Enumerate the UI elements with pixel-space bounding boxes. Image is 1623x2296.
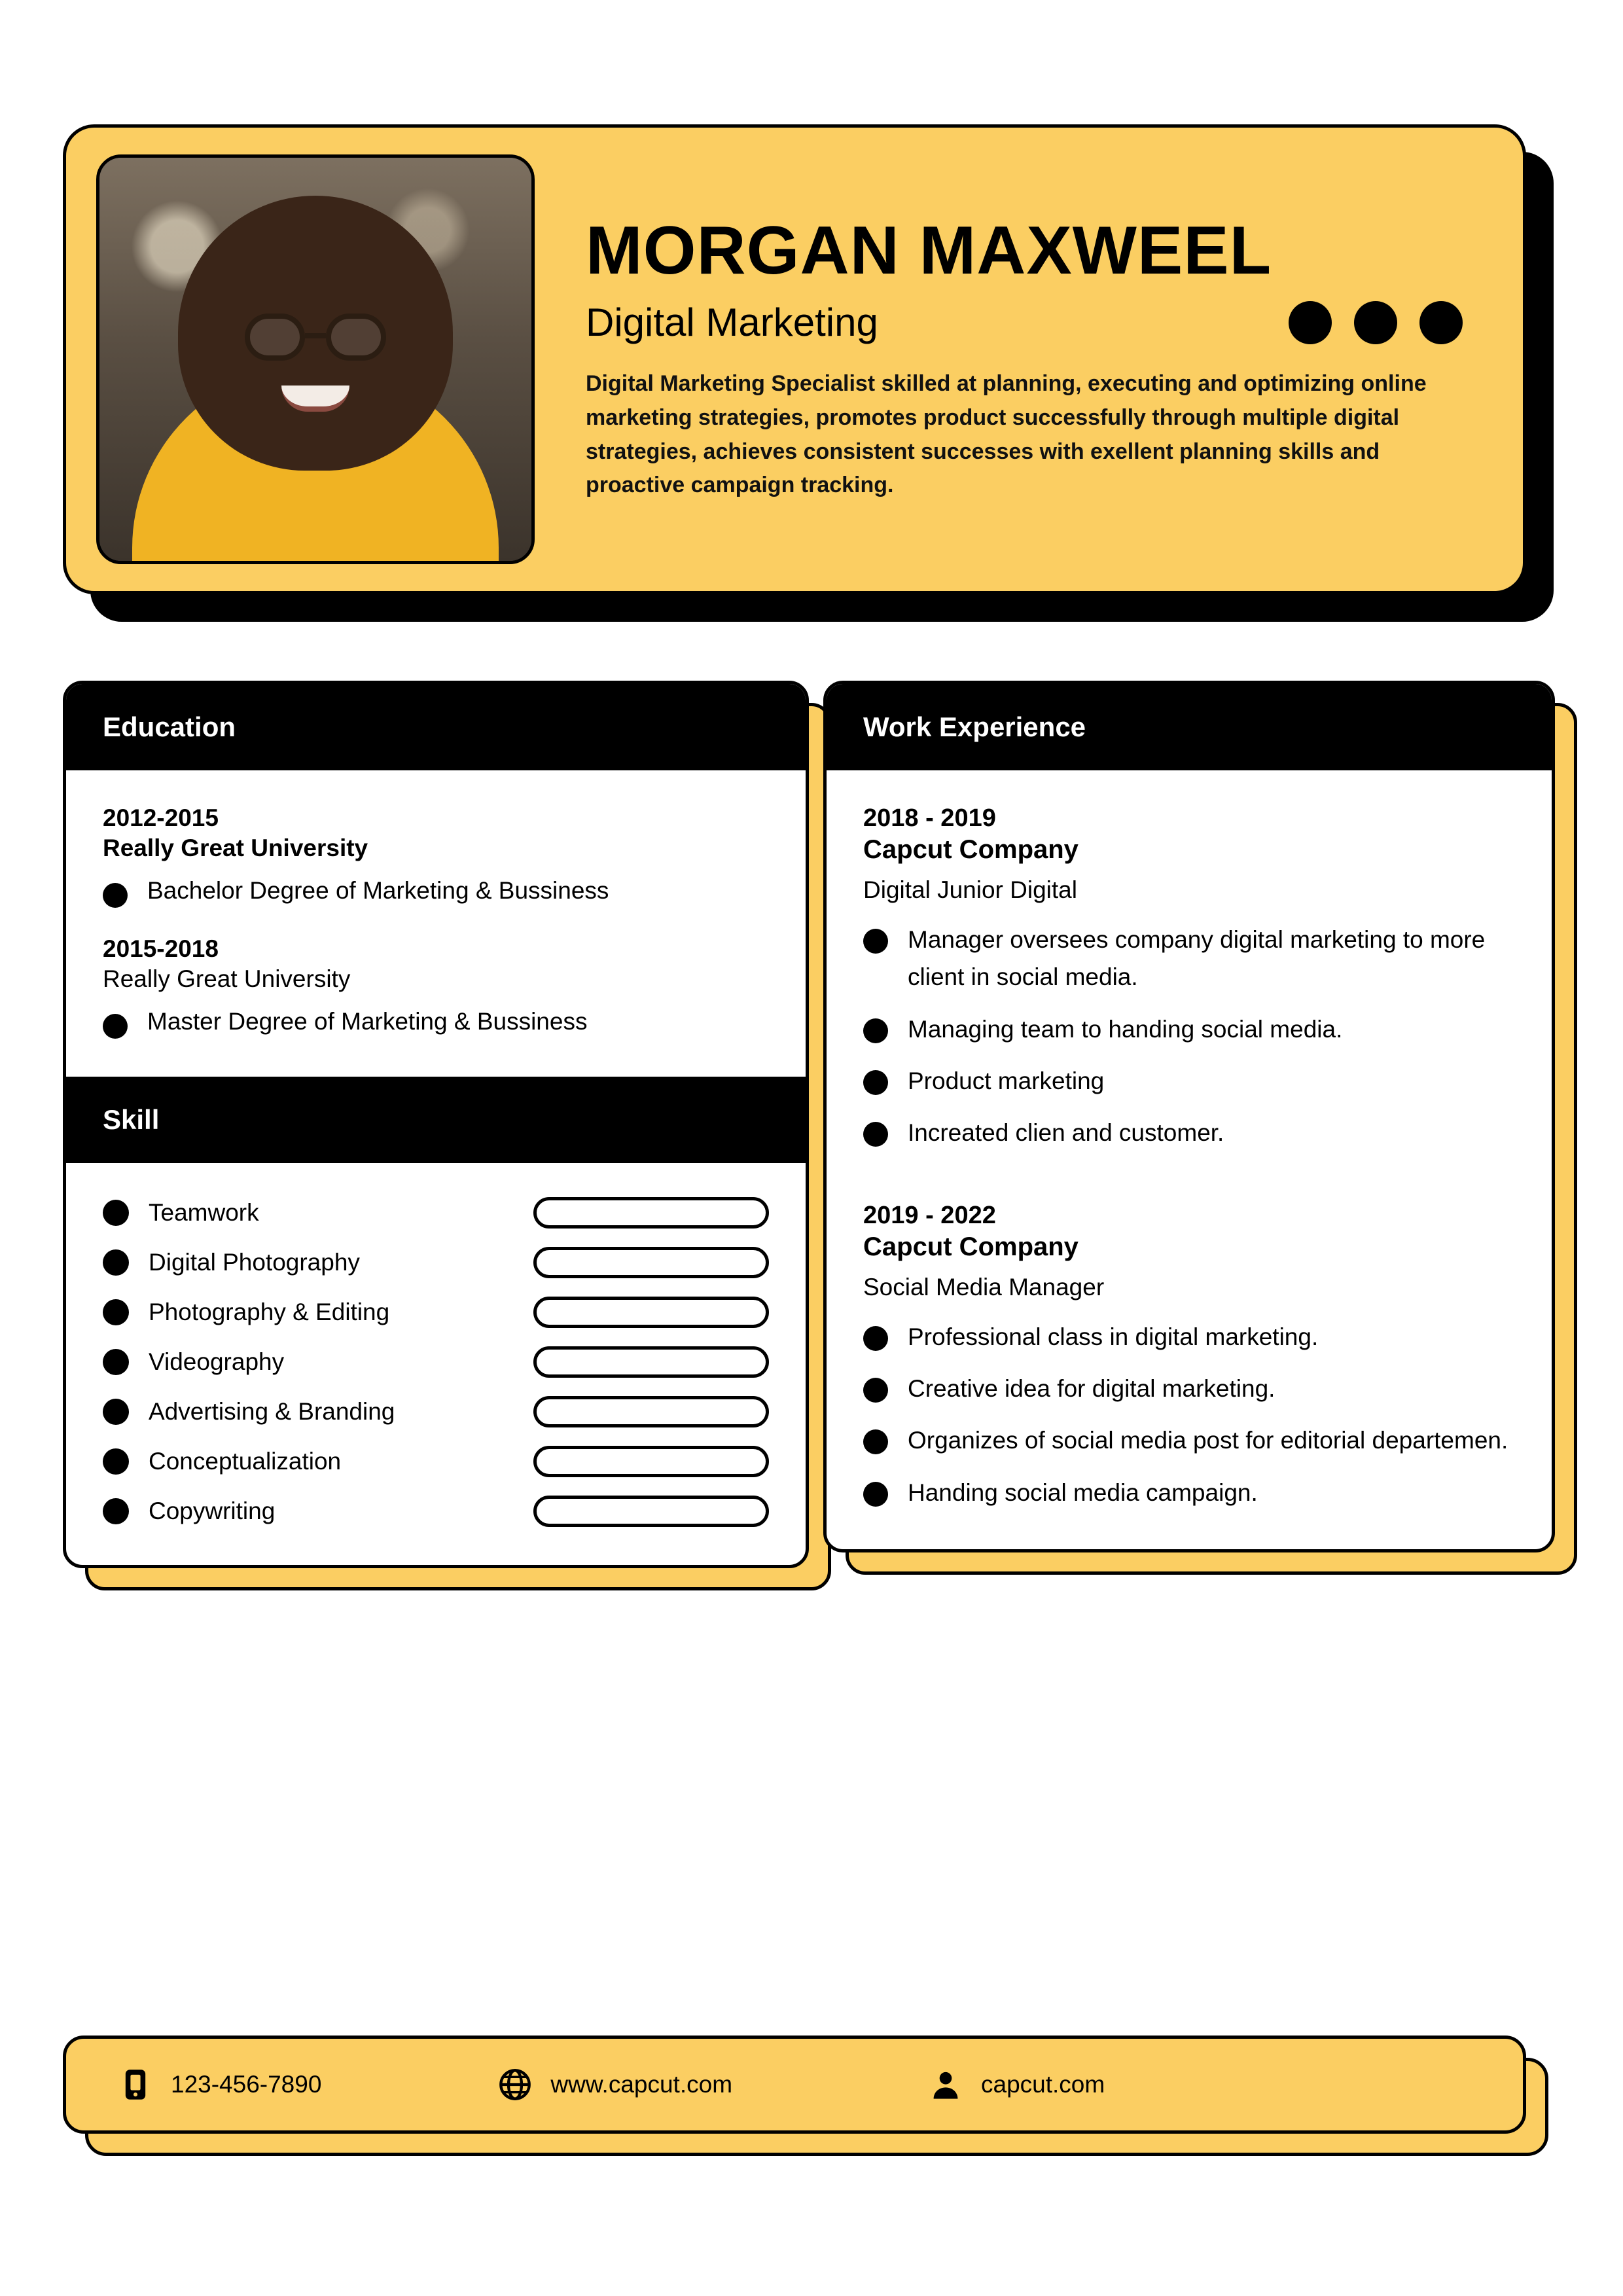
phone-icon: [118, 2068, 152, 2102]
job-company: Capcut Company: [863, 835, 1079, 864]
job-role: Digital Marketing: [586, 300, 878, 345]
bullet-icon: [103, 883, 128, 908]
footer-card: [63, 2036, 1526, 2134]
contact-phone[interactable]: [118, 2068, 321, 2102]
skill-bar: [533, 1396, 769, 1427]
job-position: Social Media Manager: [863, 1273, 1105, 1300]
skill-bar: [533, 1197, 769, 1229]
bullet-icon: [103, 1448, 129, 1475]
skill-row: [103, 1297, 769, 1328]
dot-icon: [1354, 301, 1397, 344]
education-panel: [63, 681, 809, 1568]
bullet-icon: [103, 1498, 129, 1524]
person-icon: [929, 2068, 963, 2102]
skill-row: [103, 1197, 769, 1229]
right-column: [823, 681, 1555, 1552]
job-bullet: Handing social media campaign.: [863, 1474, 1515, 1511]
job-bullet: Product marketing: [863, 1062, 1515, 1100]
job-bullet: Creative idea for digital marketing.: [863, 1370, 1515, 1407]
job-bullet: Managing team to handing social media.: [863, 1011, 1515, 1048]
header-card: [63, 124, 1526, 594]
profile-photo: [96, 154, 535, 564]
left-column: [63, 681, 809, 1568]
job-entry: [863, 1202, 1515, 1511]
bullet-icon: [103, 1014, 128, 1039]
dot-icon: [1289, 301, 1332, 344]
bullet-icon: [863, 929, 888, 954]
bullet-icon: [863, 1482, 888, 1507]
bullet-icon: [863, 1429, 888, 1454]
job-company: Capcut Company: [863, 1232, 1079, 1261]
skill-label: Teamwork: [149, 1199, 259, 1226]
bullet-icon: [863, 1378, 888, 1403]
education-date: 2012-2015: [103, 804, 219, 831]
skill-label: Photography & Editing: [149, 1299, 390, 1325]
skill-label: Advertising & Branding: [149, 1398, 395, 1425]
contact-website[interactable]: [498, 2068, 732, 2102]
bullet-icon: [863, 1122, 888, 1147]
bullet-icon: [103, 1249, 129, 1276]
skill-label: Videography: [149, 1348, 285, 1375]
bullet-icon: [863, 1018, 888, 1043]
profile-summary: Digital Marketing Specialist skilled at planning, executing and optimizing online marketing strategies, promotes product successfully through multiple digital strategies, achieves consistent successes with exellent planning skills and proactive campaign tracking.: [586, 371, 1427, 498]
work-heading: Work Experience: [827, 684, 1552, 770]
decorative-dots: [1289, 301, 1480, 344]
header-section: [63, 124, 1554, 622]
job-date: 2018 - 2019: [863, 804, 996, 832]
work-body: [827, 770, 1552, 1549]
bullet-icon: [863, 1070, 888, 1095]
skill-row: [103, 1496, 769, 1527]
skill-row: [103, 1346, 769, 1378]
bullet-icon: [103, 1349, 129, 1375]
education-bullet: Master Degree of Marketing & Bussiness: [103, 1006, 769, 1039]
job-entry: [863, 804, 1515, 1152]
globe-icon: [498, 2068, 532, 2102]
bullet-icon: [863, 1326, 888, 1351]
skill-row: [103, 1247, 769, 1278]
bullet-icon: [103, 1399, 129, 1425]
work-experience-panel: [823, 681, 1555, 1552]
footer-section: [63, 2036, 1554, 2160]
education-entry: [103, 804, 769, 908]
job-bullet: Increated clien and customer.: [863, 1114, 1515, 1151]
phone-text: 123-456-7890: [171, 2071, 322, 2098]
skill-label: Conceptualization: [149, 1448, 342, 1475]
education-heading: Education: [66, 684, 806, 770]
education-school: Really Great University: [103, 965, 351, 992]
skill-bar: [533, 1297, 769, 1328]
bullet-icon: [103, 1299, 129, 1325]
job-date: 2019 - 2022: [863, 1201, 996, 1229]
website-text: www.capcut.com: [550, 2071, 733, 2098]
username-text: capcut.com: [981, 2071, 1105, 2098]
skill-label: Digital Photography: [149, 1249, 360, 1276]
skill-row: [103, 1396, 769, 1427]
skill-bar: [533, 1346, 769, 1378]
job-bullet: Professional class in digital marketing.: [863, 1318, 1515, 1355]
skill-heading: Skill: [66, 1077, 806, 1163]
dot-icon: [1419, 301, 1463, 344]
skill-bar: [533, 1446, 769, 1477]
job-bullet: Manager oversees company digital marketing to more client in social media.: [863, 921, 1515, 996]
skill-bar: [533, 1247, 769, 1278]
education-bullet: Bachelor Degree of Marketing & Bussiness: [103, 875, 769, 908]
job-position: Digital Junior Digital: [863, 876, 1077, 903]
education-body: [66, 770, 806, 1077]
skill-label: Copywriting: [149, 1498, 276, 1524]
education-school: Really Great University: [103, 834, 368, 861]
skill-body: [66, 1163, 806, 1565]
bullet-icon: [103, 1200, 129, 1226]
skill-row: [103, 1446, 769, 1477]
job-bullet: Organizes of social media post for editorial departemen.: [863, 1422, 1515, 1459]
skill-bar: [533, 1496, 769, 1527]
education-entry: [103, 935, 769, 1039]
page-title: MORGAN MAXWEEL: [586, 213, 1272, 289]
contact-username[interactable]: [929, 2068, 1105, 2102]
header-text-block: [535, 213, 1493, 503]
education-date: 2015-2018: [103, 935, 219, 962]
